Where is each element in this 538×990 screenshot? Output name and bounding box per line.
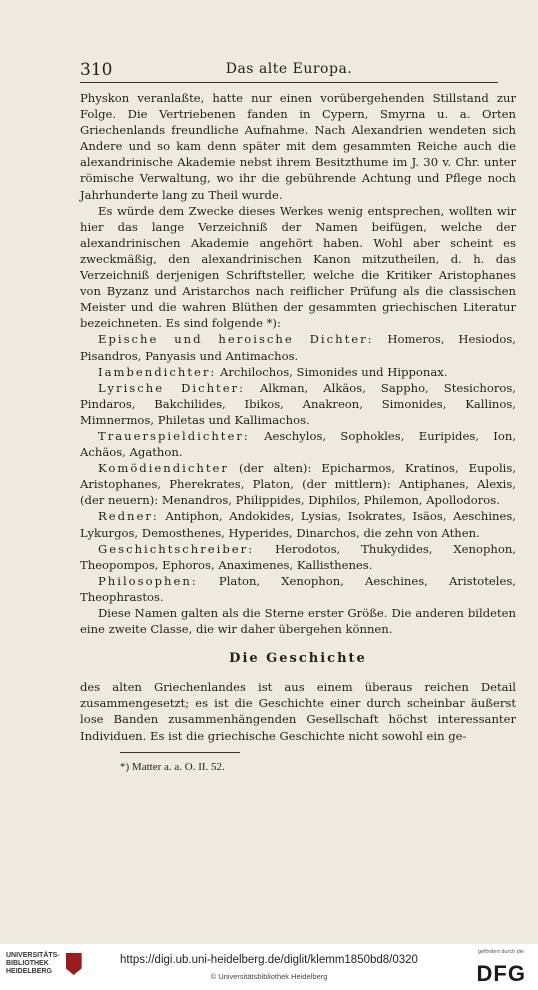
kanon-entry: [80, 428, 516, 460]
viewer-footer: [0, 944, 538, 990]
dfg-logo[interactable]: DFG: [476, 961, 526, 986]
kanon-text: Homeros, Hesiodos, Pisandros, Panyasis und Antimachos.: [80, 332, 516, 363]
page-body: [80, 90, 516, 775]
kanon-entry: [80, 331, 516, 363]
kanon-text: Alkman, Alkäos, Sappho, Stesichoros, Pindaros, Bakchilides, Ibikos, Anakreon, Simonides, Kallinos, Mimnermos, Philetas und Kallimachos.: [80, 380, 516, 427]
kanon-entry: [80, 460, 516, 508]
kanon-label: Philosophen:: [98, 573, 198, 588]
footnote: *) Matter a. a. O. II. 52.: [120, 760, 225, 773]
paragraph: Es würde dem Zwecke dieses Werkes wenig entsprechen, wollten wir hier das lange Verzeichniß der Namen beifügen, welche der alexandrinischen Akademie angehört haben. Wohl aber scheint es zweckmäßig, den alexandrinischen Kanon mitzutheilen, d. h. das Verzeichniß derjenigen Schriftsteller, welche die Kritiker Aristophanes von Byzanz und Aristarchos nach reiflicher Prüfung als die classischen Meister und die wahren Blüthen der gesammten griechischen Literatur bezeichneten. Es sind folgende *):: [80, 203, 516, 331]
footnote-divider: [120, 752, 240, 753]
kanon-text: Archilochos, Simonides und Hipponax.: [216, 364, 448, 379]
kanon-entry: [80, 508, 516, 540]
page-number: 310: [80, 60, 113, 80]
paragraph: Diese Namen galten als die Sterne erster Größe. Die anderen bildeten eine zweite Classe, die wir daher übergehen können.: [80, 606, 516, 637]
kanon-text: Platon, Xenophon, Aeschines, Aristoteles, Theophrastos.: [80, 573, 516, 604]
logo-line: HEIDELBERG: [6, 968, 52, 975]
kanon-text: Aeschylos, Sophokles, Euripides, Ion, Achäos, Agathon.: [80, 428, 516, 460]
funded-by-label: gefördert durch die: [477, 949, 524, 955]
permalink-url[interactable]: https://digi.ub.uni-heidelberg.de/diglit/klemm1850bd8/0320: [120, 954, 418, 966]
paragraph: des alten Griechenlandes ist aus einem überaus reichen Detail zusammengesetzt; es ist die Geschichte einer durch scheinbar äußerst lose Banden zusammenhängenden Gesellschaft höchst interessanter Individuen. Es ist die griechische Geschichte nicht sowohl ein ge-: [80, 680, 516, 743]
logo-line: BIBLIOTHEK: [6, 960, 49, 967]
kanon-label: Epische und heroische Dichter:: [98, 332, 374, 347]
section-heading: Die Geschichte: [229, 651, 367, 667]
paragraph: Physkon veranlaßte, hatte nur einen vorübergehenden Stillstand zur Folge. Die Vertriebenen fanden in Cypern, Smyrna u. a. Orten Griechenlands freundliche Aufnahme. Nach Alexandrien wendeten sich Andere und so kam denn später mit dem gesammten Reiche auch die alexandrinische Akademie nebst ihrem Besitzthume im J. 30 v. Chr. unter römische Verwaltung, wo ihr die gebührende Achtung und Pflege noch Jahrhunderte lang zu Theil wurde.: [80, 91, 516, 202]
kanon-entry: [80, 380, 516, 428]
kanon-label: Iambendichter:: [98, 364, 217, 379]
kanon-entry: [80, 541, 516, 573]
kanon-label: Komödiendichter: [98, 461, 229, 476]
copyright-notice: © Universitätsbibliothek Heidelberg: [210, 972, 328, 981]
kanon-text: Herodotos, Thukydides, Xenophon, Theopompos, Ephoros, Anaximenes, Kallisthenes.: [80, 541, 516, 572]
kanon-label: Geschichtschreiber:: [98, 541, 255, 556]
kanon-entry: [80, 573, 516, 605]
kanon-label: Trauerspieldichter:: [98, 428, 250, 443]
kanon-label: Lyrische Dichter:: [98, 380, 246, 395]
kanon-text: Antiphon, Andokides, Lysias, Isokrates, Isäos, Aeschines, Lykurgos, Demosthenes, Hyperides, Dinarchos, die zehn von Athen.: [80, 509, 516, 540]
running-head: Das alte Europa.: [225, 61, 353, 77]
logo-line: UNIVERSITÄTS-: [6, 952, 60, 959]
page-header: [80, 58, 498, 83]
kanon-label: Redner:: [98, 509, 159, 524]
kanon-text: (der alten): Epicharmos, Kratinos, Eupolis, Aristophanes, Pherekrates, Platon, (der mittlern): Antiphanes, Alexis, (der neuern): Menandros, Philippides, Diphilos, Philemon, Apollodoros.: [80, 461, 516, 508]
kanon-entry: [80, 364, 516, 380]
